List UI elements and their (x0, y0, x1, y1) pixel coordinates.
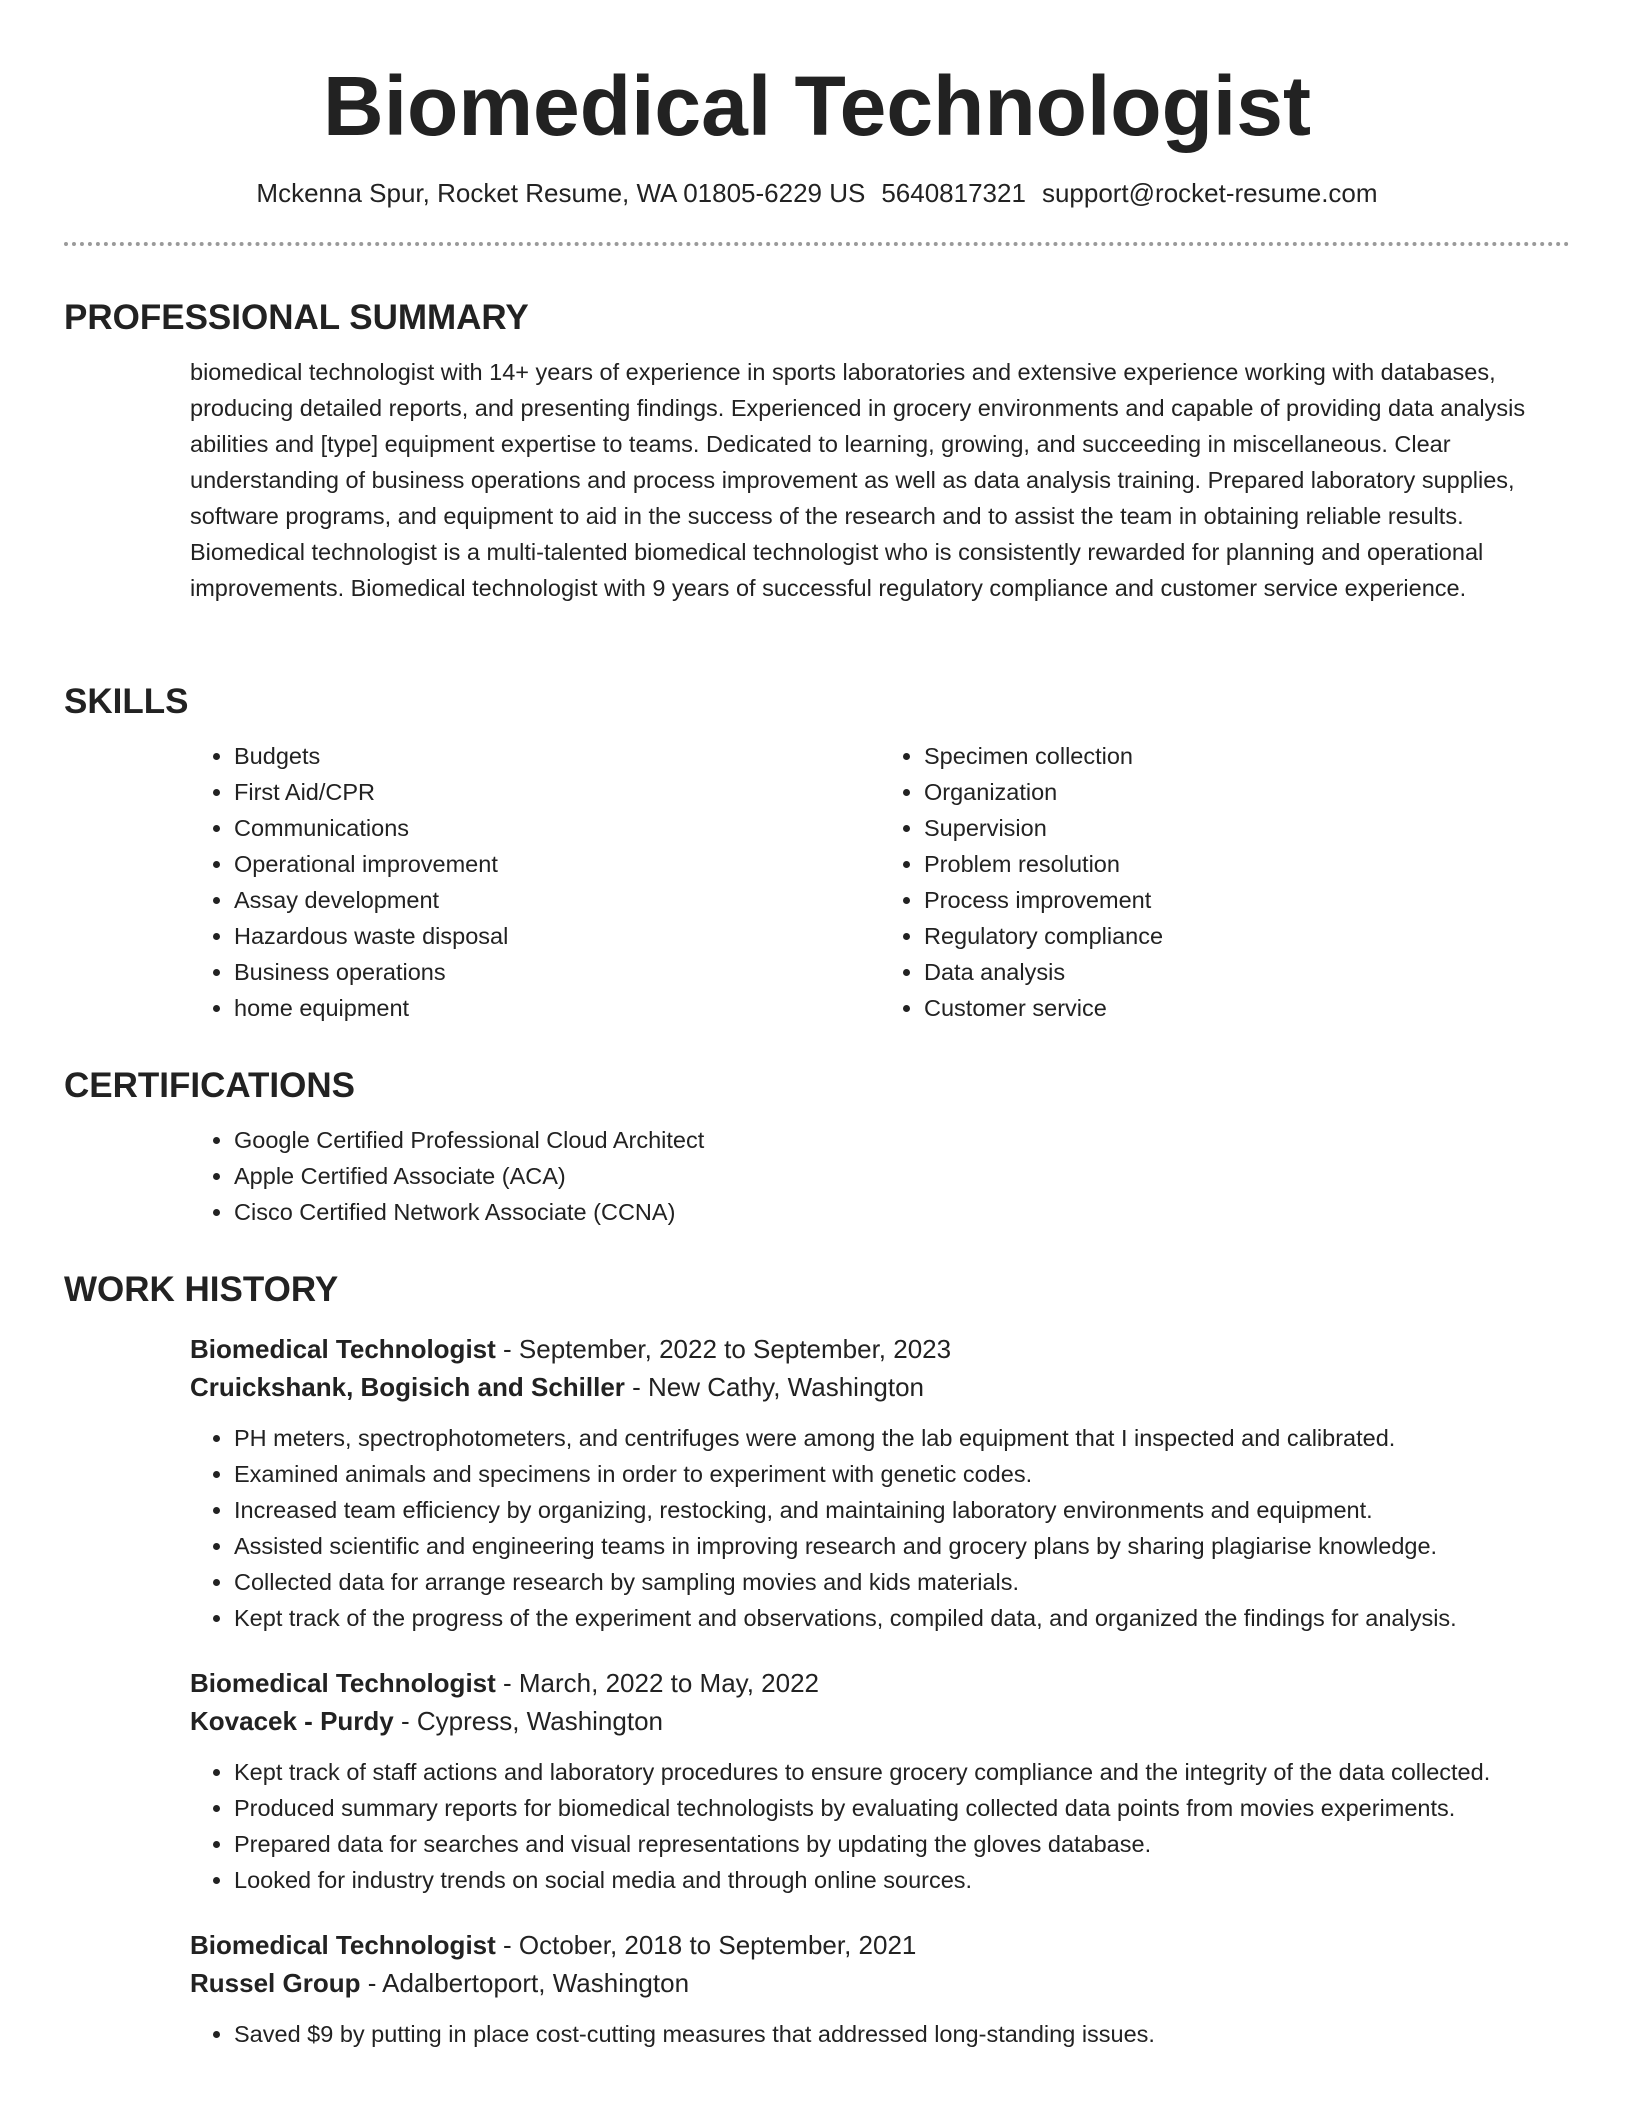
job-bullet: • Assisted scientific and engineering teams in improving research and grocery plans by sharing plagiarise knowledge. (234, 1528, 1574, 1564)
job-bullets (190, 2016, 1570, 2052)
job-bullet: • PH meters, spectrophotometers, and centrifuges were among the lab equipment that I inspected and calibrated. (234, 1420, 1574, 1456)
job-company-line (190, 1964, 1570, 2002)
job-role: Biomedical Technologist (190, 1668, 496, 1698)
job-bullet: • Kept track of the progress of the experiment and observations, compiled data, and organized the findings for analysis. (234, 1600, 1574, 1636)
skill-item: • Business operations (234, 954, 880, 990)
skill-item: • First Aid/CPR (234, 774, 880, 810)
certifications-list (190, 1122, 1570, 1230)
job-bullet: • Collected data for arrange research by sampling movies and kids materials. (234, 1564, 1574, 1600)
certifications-heading: CERTIFICATIONS (64, 1066, 356, 1105)
skill-item: • Specimen collection (924, 738, 1570, 774)
job-bullet: • Looked for industry trends on social media and through online sources. (234, 1862, 1574, 1898)
job-bullet: • Produced summary reports for biomedical technologists by evaluating collected data points from movies experiments. (234, 1790, 1574, 1826)
skills-list-left (190, 738, 880, 1026)
job-company: Russel Group (190, 1968, 361, 1998)
work-history-heading: WORK HISTORY (64, 1270, 339, 1309)
certification-item: • Google Certified Professional Cloud Architect (234, 1122, 1570, 1158)
job-company: Kovacek - Purdy (190, 1706, 394, 1736)
job-bullet: • Saved $9 by putting in place cost-cutting measures that addressed long-standing issues. (234, 2016, 1574, 2052)
job-company-line (190, 1368, 1570, 1406)
skill-item: • Hazardous waste disposal (234, 918, 880, 954)
job-bullet: • Kept track of staff actions and laboratory procedures to ensure grocery compliance and the integrity of the data collected. (234, 1754, 1574, 1790)
skill-item: • Problem resolution (924, 846, 1570, 882)
candidate-name: Biomedical Technologist (323, 59, 1311, 153)
resume-header (64, 58, 1570, 246)
skill-item: • Communications (234, 810, 880, 846)
job-location: - Adalbertoport, Washington (360, 1968, 690, 1998)
work-history-section (64, 1268, 1570, 2052)
skill-item: • Regulatory compliance (924, 918, 1570, 954)
skills-columns (190, 738, 1570, 1026)
job-bullets (190, 1754, 1570, 1898)
contact-phone: 5640817321 (881, 178, 1026, 208)
job-bullet: • Prepared data for searches and visual representations by updating the gloves database. (234, 1826, 1574, 1862)
job-title-line (190, 1926, 1570, 1964)
contact-line (64, 176, 1570, 210)
job-role: Biomedical Technologist (190, 1334, 496, 1364)
skill-item: • Process improvement (924, 882, 1570, 918)
skills-section (64, 680, 1570, 1026)
contact-email[interactable]: support@rocket-resume.com (1041, 178, 1378, 208)
job-company-line (190, 1702, 1570, 1740)
job-dates: - September, 2022 to September, 2023 (495, 1334, 952, 1364)
skill-item: • Customer service (924, 990, 1570, 1026)
certification-item: • Apple Certified Associate (ACA) (234, 1158, 1570, 1194)
header-divider (64, 242, 1570, 246)
contact-address: Mckenna Spur, Rocket Resume, WA 01805-6229 US (256, 178, 866, 208)
skills-list-right (880, 738, 1570, 1026)
job-dates: - March, 2022 to May, 2022 (495, 1668, 820, 1698)
summary-text: biomedical technologist with 14+ years of experience in sports laboratories and extensive experience working with databases, producing detailed reports, and presenting findings. Experienced in grocery environments and capable of providing data analysis abilities and [type] equipment expertise to teams. Dedicated to learning, growing, and succeeding in miscellaneous. Clear understanding of business operations and process improvement as well as data analysis training. Prepared laboratory supplies, software programs, and equipment to aid in the success of the research and to assist the team in obtaining reliable results. Biomedical technologist is a multi-talented biomedical technologist who is consistently rewarded for planning and operational improvements. Biomedical technologist with 9 years of successful regulatory compliance and customer service experience. (190, 359, 1526, 601)
job-title-line (190, 1664, 1570, 1702)
skill-item: • Supervision (924, 810, 1570, 846)
resume-page (64, 0, 1570, 2047)
job-entry (190, 1926, 1570, 2052)
job-bullet: • Increased team efficiency by organizing, restocking, and maintaining laboratory environments and equipment. (234, 1492, 1574, 1528)
skill-item: • Organization (924, 774, 1570, 810)
skills-heading: SKILLS (64, 682, 189, 721)
summary-section (64, 296, 1570, 606)
job-entry (190, 1664, 1570, 1898)
job-bullets (190, 1420, 1570, 1636)
job-location: - Cypress, Washington (393, 1706, 663, 1736)
job-bullet: • Examined animals and specimens in order to experiment with genetic codes. (234, 1456, 1574, 1492)
job-dates: - October, 2018 to September, 2021 (495, 1930, 917, 1960)
skill-item: • Data analysis (924, 954, 1570, 990)
skill-item: • home equipment (234, 990, 880, 1026)
certification-item: • Cisco Certified Network Associate (CCNA) (234, 1194, 1570, 1230)
job-company: Cruickshank, Bogisich and Schiller (190, 1372, 625, 1402)
job-entry (190, 1330, 1570, 1636)
skill-item: • Operational improvement (234, 846, 880, 882)
summary-heading: PROFESSIONAL SUMMARY (64, 298, 529, 337)
job-location: - New Cathy, Washington (624, 1372, 925, 1402)
certifications-section (64, 1064, 1570, 1230)
job-role: Biomedical Technologist (190, 1930, 496, 1960)
skill-item: • Assay development (234, 882, 880, 918)
job-title-line (190, 1330, 1570, 1368)
skill-item: • Budgets (234, 738, 880, 774)
